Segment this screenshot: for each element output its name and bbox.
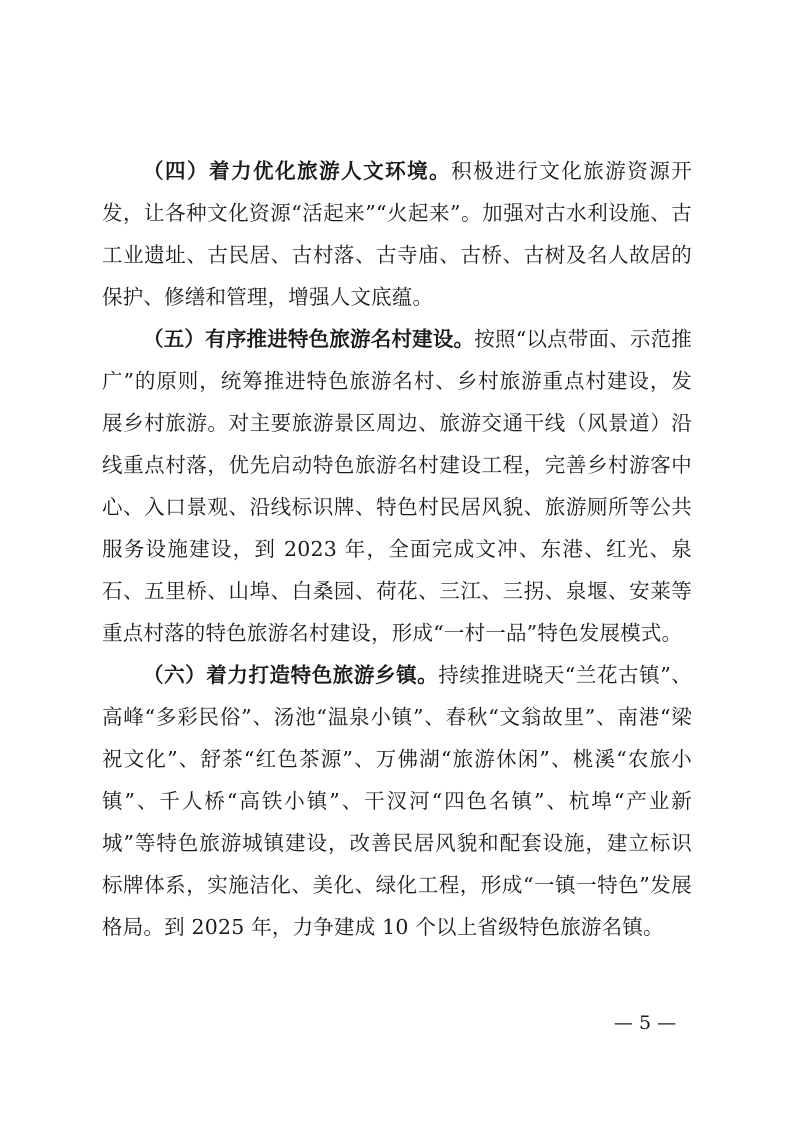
section-body-6: 持续推进晓天“兰花古镇”、高峰“多彩民俗”、汤池“温泉小镇”、春秋“文翁故里”、南港“梁祝文化”、舒茶“红色茶源”、万佛湖“旅游休闲”、桃溪“农旅小镇”、千人桥“高铁小镇”、干汊河“四色名镇”、杭埠“产业新城”等特色旅游城镇建设，改善民居风貌和配套设施，建立标识标牌体系，实施洁化、美化、绿化工程，形成“一镇一特色”发展格局。到 2025 年，力争建成 10 个以上省级特色旅游名镇。 — [102, 663, 692, 939]
paragraph-section-4 — [102, 150, 692, 318]
paragraph-section-5 — [102, 318, 692, 654]
section-heading-6: （六）着力打造特色旅游乡镇。 — [143, 663, 439, 687]
body-text — [102, 150, 692, 948]
paragraph-section-6 — [102, 654, 692, 948]
section-body-4: 积极进行文化旅游资源开发，让各种文化资源“活起来”“火起来”。加强对古水利设施、古工业遗址、古民居、古村落、古寺庙、古桥、古树及名人故居的保护、修缮和管理，增强人文底蕴。 — [102, 159, 692, 309]
page-number: — 5 — — [613, 1012, 677, 1034]
section-heading-4: （四）着力优化旅游人文环境。 — [143, 159, 452, 183]
section-heading-5: （五）有序推进特色旅游名村建设。 — [143, 327, 475, 351]
section-body-5: 按照“以点带面、示范推广”的原则，统筹推进特色旅游名村、乡村旅游重点村建设，发展乡村旅游。对主要旅游景区周边、旅游交通干线（风景道）沿线重点村落，优先启动特色旅游名村建设工程，完善乡村游客中心、入口景观、沿线标识牌、特色村民居风貌、旅游厕所等公共服务设施建设，到 2023 年，全面完成文冲、东港、红光、泉石、五里桥、山埠、白桑园、荷花、三江、三拐、泉堰、安莱等重点村落的特色旅游名村建设，形成“一村一品”特色发展模式。 — [102, 327, 693, 645]
